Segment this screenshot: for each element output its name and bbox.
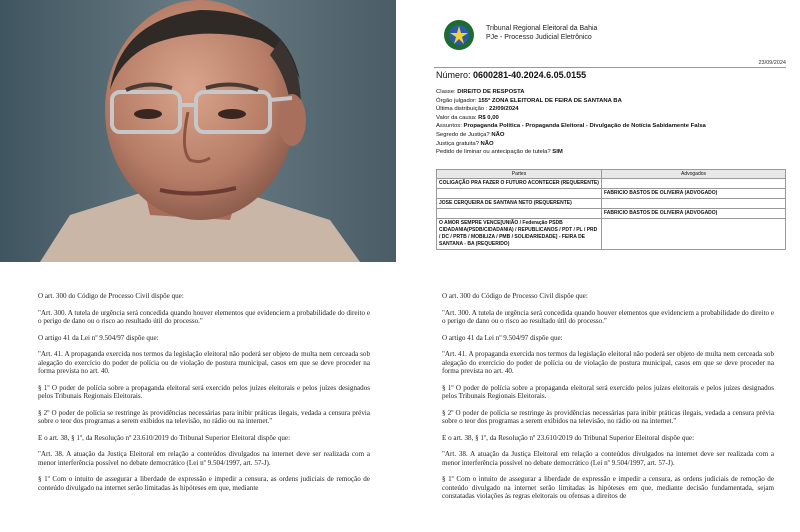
- paragraph: "Art. 38. A atuação da Justiça Eleitoral em relação a conteúdos divulgados na internet deve ser realizada com a menor interferência possível no debate democrático (Lei nº 9.504/1997, art. 57-J).: [38, 450, 370, 467]
- paragraph: "Art. 41. A propaganda exercida nos termos da legislação eleitoral não poderá ser objeto de multa nem cerceada sob alegação do exercício do poder de polícia ou de violação de postura municipal, casos em que se deve proceder na forma prevista no art. 40.: [442, 350, 774, 375]
- table-row: JOSE CERQUEIRA DE SANTANA NETO (REQUERENTE): [437, 199, 786, 209]
- process-number-value: 0600281-40.2024.6.05.0155: [473, 70, 587, 80]
- legal-text-page-right: [404, 270, 800, 532]
- paragraph: E o art. 38, § 1º, da Resolução nº 23.610/2019 do Tribunal Superior Eleitoral dispõe que:: [442, 433, 695, 442]
- parties-table: [436, 169, 786, 250]
- paragraph: § 1º Com o intuito de assegurar a liberdade de expressão e impedir a censura, as ordens judiciais de remoção de conteúdo divulgado na internet serão limitadas às hipóteses em que, mediante decisão fundamentada, sejam constatadas violações às regras eleitorais ou ofensas a direitos de: [442, 475, 774, 500]
- table-row: O AMOR SEMPRE VENCE[UNIÃO / Federação PSDB CIDADANIA(PSDB/CIDADANIA) / REPUBLICANOS / PDT / PL / PRD / DC / PRTB / MOBILIZA / PMB / SOLIDARIEDADE] - FEIRA DE SANTANA - BA (REQUERIDO): [437, 219, 786, 250]
- meta-row: Valor da causa: R$ 0,00: [436, 114, 499, 121]
- paragraph: O art. 300 do Código de Processo Civil dispõe que:: [38, 292, 184, 300]
- meta-row: Assuntos: Propaganda Política - Propaganda Eleitoral - Divulgação de Notícia Sabidamente Falsa: [436, 123, 706, 130]
- table-row: FABRICIO BASTOS DE OLIVEIRA (ADVOGADO): [437, 209, 786, 219]
- paragraph: O art. 300 do Código de Processo Civil dispõe que:: [442, 292, 588, 300]
- meta-row: Última distribuição : 22/09/2024: [436, 106, 519, 113]
- meta-row: Pedido de liminar ou antecipação de tutela? SIM: [436, 149, 563, 156]
- meta-row: Segredo de Justiça? NÃO: [436, 131, 505, 138]
- paragraph: § 2º O poder de polícia se restringe às providências necessárias para inibir práticas ilegais, vedada a censura prévia sobre o teor dos programas a serem exibidos na televisão, no rádio ou na internet.": [442, 408, 774, 425]
- paragraph: O artigo 41 da Lei nº 9.504/97 dispõe que:: [38, 333, 159, 342]
- court-seal-icon: [442, 18, 476, 52]
- panel-divider: [0, 262, 800, 270]
- header-divider: [434, 67, 786, 68]
- paragraph: "Art. 41. A propaganda exercida nos termos da legislação eleitoral não poderá ser objeto de multa nem cerceada sob alegação do exercício do poder de polícia ou de violação de postura municipal, casos em que se deve proceder na forma prevista no art. 40.: [38, 350, 370, 375]
- process-number-label: Número:: [436, 70, 471, 80]
- portrait-photo: [0, 0, 396, 262]
- document-date: 23/09/2024: [758, 60, 786, 66]
- court-document-header-page: [404, 0, 800, 262]
- paragraph: O artigo 41 da Lei nº 9.504/97 dispõe que:: [442, 333, 563, 342]
- meta-row: Órgão julgador: 155ª ZONA ELEITORAL DE FEIRA DE SANTANA BA: [436, 97, 622, 104]
- process-number: [436, 70, 586, 80]
- legal-text-body: [38, 292, 370, 500]
- legal-text-page-left: [0, 270, 396, 532]
- paragraph: § 1º O poder de polícia sobre a propaganda eleitoral será exercido pelos juízes eleitorais e pelos juízes designados pelos Tribunais Regionais Eleitorais.: [442, 383, 774, 400]
- table-row: FABRICIO BASTOS DE OLIVEIRA (ADVOGADO): [437, 189, 786, 199]
- paragraph: § 2º O poder de polícia se restringe às providências necessárias para inibir práticas ilegais, vedada a censura prévia sobre o teor dos programas a serem exibidos na televisão, no rádio ou na internet.": [38, 408, 370, 425]
- column-header: Advogados: [602, 170, 786, 179]
- paragraph: "Art. 300. A tutela de urgência será concedida quando houver elementos que evidenciem a probabilidade do direito e o perigo de dano ou o risco ao resultado útil do processo.": [442, 308, 774, 325]
- paragraph: "Art. 300. A tutela de urgência será concedida quando houver elementos que evidenciem a probabilidade do direito e o perigo de dano ou o risco ao resultado útil do processo.": [38, 308, 370, 325]
- column-header: Partes: [437, 170, 602, 179]
- paragraph: E o art. 38, § 1º, da Resolução nº 23.610/2019 do Tribunal Superior Eleitoral dispõe que:: [38, 433, 291, 442]
- system-name: PJe - Processo Judicial Eletrônico: [486, 34, 592, 41]
- document-header: [442, 18, 782, 58]
- portrait-illustration: [0, 0, 396, 262]
- process-metadata: [436, 88, 776, 157]
- meta-row: Justiça gratuita? NÃO: [436, 140, 494, 147]
- court-name: Tribunal Regional Eleitoral da Bahia: [486, 25, 598, 32]
- legal-text-body: [442, 292, 774, 509]
- table-row: COLIGAÇÃO PRA FAZER O FUTURO ACONTECER (REQUERENTE): [437, 179, 786, 189]
- meta-row: Classe: DIREITO DE RESPOSTA: [436, 89, 525, 95]
- paragraph: "Art. 38. A atuação da Justiça Eleitoral em relação a conteúdos divulgados na internet deve ser realizada com a menor interferência possível no debate democrático (Lei nº 9.504/1997, art. 57-J).: [442, 450, 774, 467]
- paragraph: § 1º O poder de polícia sobre a propaganda eleitoral será exercido pelos juízes eleitorais e pelos juízes designados pelos Tribunais Regionais Eleitorais.: [38, 383, 370, 400]
- paragraph: § 1º Com o intuito de assegurar a liberdade de expressão e impedir a censura, as ordens judiciais de remoção de conteúdo divulgado na internet serão limitadas às hipóteses em que, mediante: [38, 475, 370, 492]
